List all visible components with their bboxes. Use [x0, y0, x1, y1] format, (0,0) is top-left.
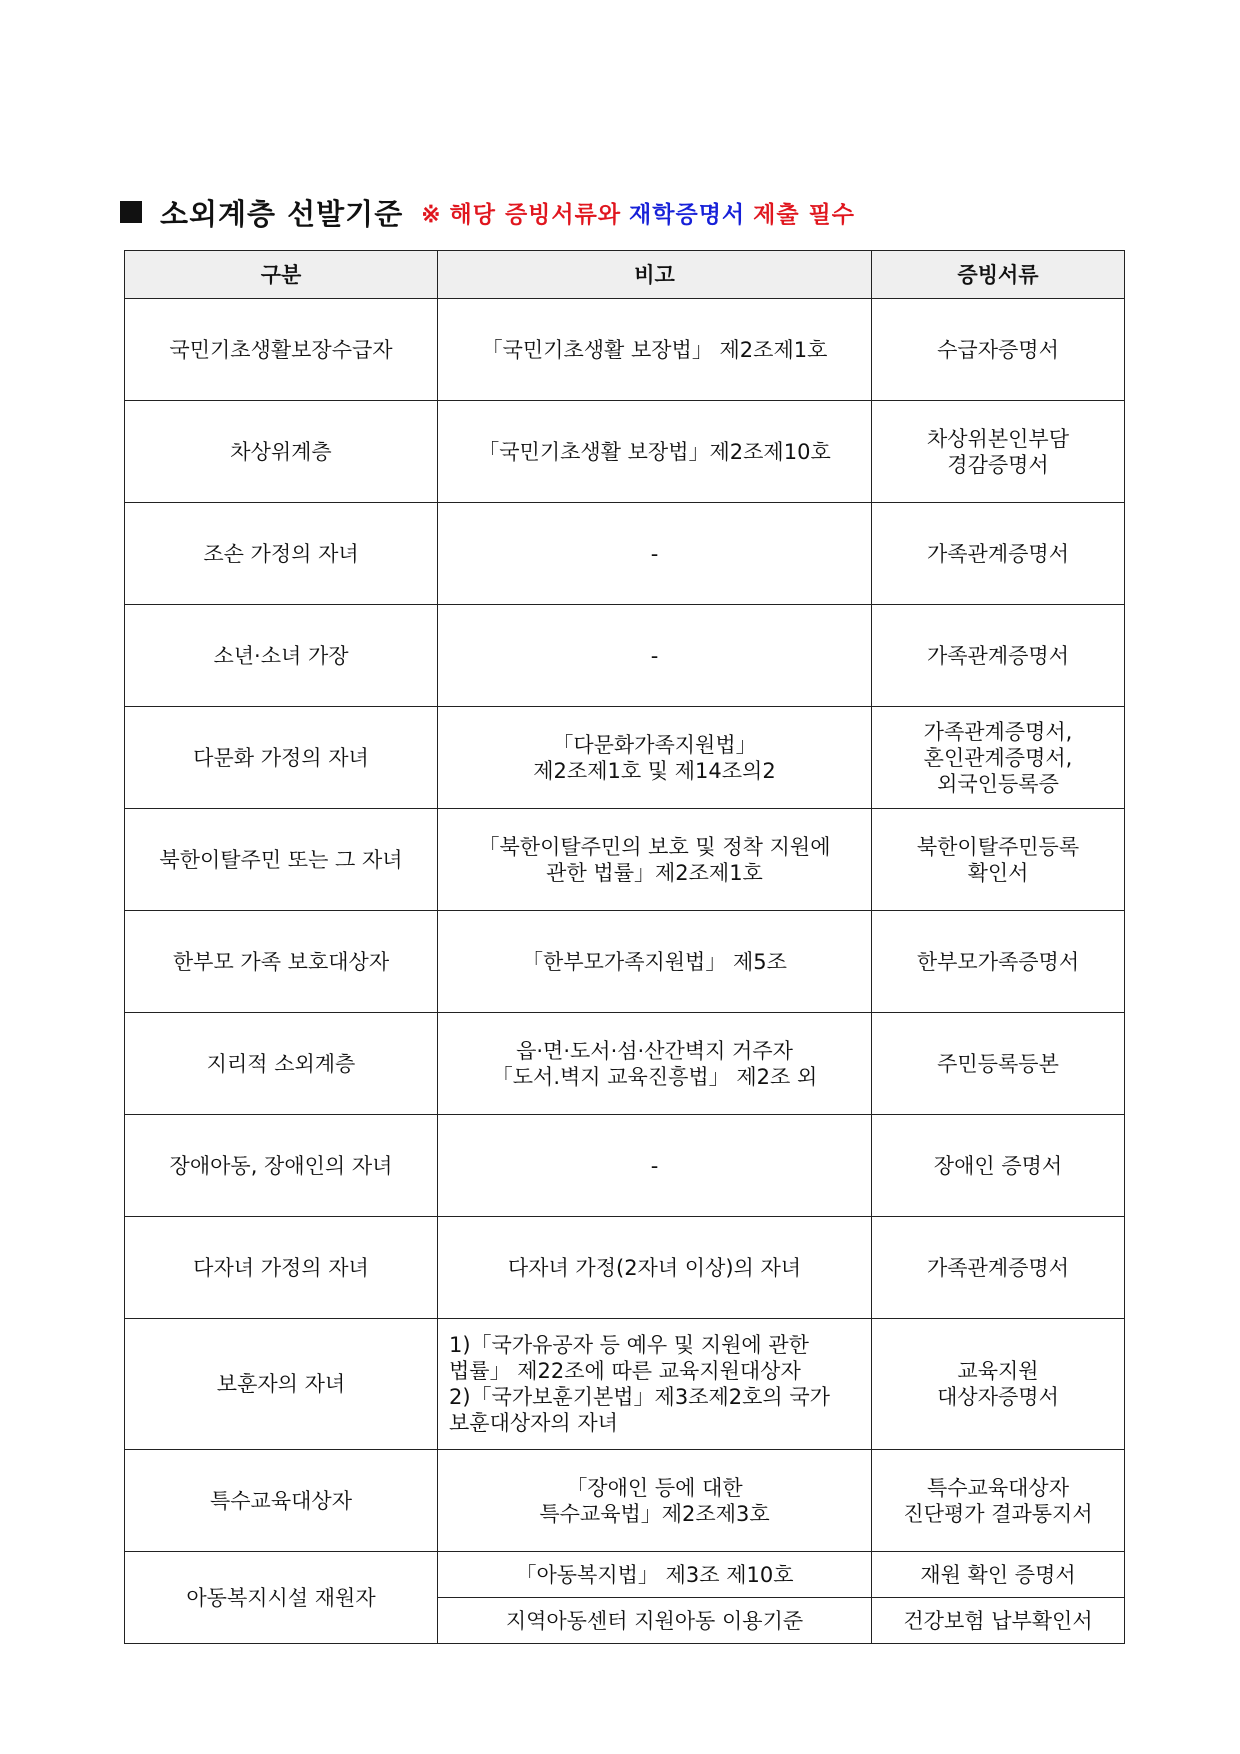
note-mark: ※ [421, 200, 442, 228]
table-row [125, 1013, 1125, 1115]
category-cell: 국민기초생활보장수급자 [125, 299, 438, 401]
header-category: 구분 [125, 251, 438, 299]
remark-cell: 「한부모가족지원법」 제5조 [438, 911, 872, 1013]
table-row [125, 1450, 1125, 1552]
note-part2: 재학증명서 [629, 200, 746, 228]
category-cell: 소년·소녀 가장 [125, 605, 438, 707]
table-row [125, 401, 1125, 503]
document-cell: 차상위본인부담 경감증명서 [872, 401, 1125, 503]
category-cell: 다자녀 가정의 자녀 [125, 1217, 438, 1319]
black-square-icon [120, 201, 142, 223]
header-remark: 비고 [438, 251, 872, 299]
remark-cell: 「북한이탈주민의 보호 및 정착 지원에 관한 법률」제2조제1호 [438, 809, 872, 911]
category-cell: 지리적 소외계층 [125, 1013, 438, 1115]
table-row [125, 1217, 1125, 1319]
remark-cell: 「국민기초생활 보장법」제2조제10호 [438, 401, 872, 503]
document-cell: 주민등록등본 [872, 1013, 1125, 1115]
document-cell: 수급자증명서 [872, 299, 1125, 401]
table-row [125, 1115, 1125, 1217]
table-row [125, 707, 1125, 809]
table-row [125, 605, 1125, 707]
remark-cell: 지역아동센터 지원아동 이용기준 [438, 1598, 872, 1644]
document-cell: 가족관계증명서 [872, 503, 1125, 605]
category-cell: 특수교육대상자 [125, 1450, 438, 1552]
submission-note [421, 196, 855, 229]
document-cell: 가족관계증명서 [872, 605, 1125, 707]
table-header-row [125, 251, 1125, 299]
category-cell: 차상위계층 [125, 401, 438, 503]
table-row [125, 299, 1125, 401]
document-cell: 장애인 증명서 [872, 1115, 1125, 1217]
document-cell: 재원 확인 증명서 [872, 1552, 1125, 1598]
remark-cell: - [438, 1115, 872, 1217]
section-title: 소외계층 선발기준 [160, 196, 404, 231]
category-cell: 조손 가정의 자녀 [125, 503, 438, 605]
table-row [125, 503, 1125, 605]
category-cell: 북한이탈주민 또는 그 자녀 [125, 809, 438, 911]
category-cell: 다문화 가정의 자녀 [125, 707, 438, 809]
document-cell: 건강보험 납부확인서 [872, 1598, 1125, 1644]
remark-cell: 「다문화가족지원법」 제2조제1호 및 제14조의2 [438, 707, 872, 809]
header-document: 증빙서류 [872, 251, 1125, 299]
note-part1: 해당 증빙서류와 [449, 200, 622, 228]
category-cell: 아동복지시설 재원자 [125, 1552, 438, 1644]
document-cell: 가족관계증명서 [872, 1217, 1125, 1319]
remark-cell: - [438, 503, 872, 605]
table-row [125, 1552, 1125, 1598]
remark-cell: 「장애인 등에 대한 특수교육법」제2조제3호 [438, 1450, 872, 1552]
category-cell: 보훈자의 자녀 [125, 1319, 438, 1450]
remark-cell: 다자녀 가정(2자녀 이상)의 자녀 [438, 1217, 872, 1319]
document-cell: 한부모가족증명서 [872, 911, 1125, 1013]
document-cell: 특수교육대상자 진단평가 결과통지서 [872, 1450, 1125, 1552]
section-heading [120, 190, 855, 234]
remark-cell: 1)「국가유공자 등 예우 및 지원에 관한 법률」 제22조에 따른 교육지원대상자 2)「국가보훈기본법」제3조제2호의 국가 보훈대상자의 자녀 [438, 1319, 872, 1450]
remark-cell: 「아동복지법」 제3조 제10호 [438, 1552, 872, 1598]
criteria-table [124, 250, 1125, 1644]
table-row [125, 911, 1125, 1013]
category-cell: 장애아동, 장애인의 자녀 [125, 1115, 438, 1217]
category-cell: 한부모 가족 보호대상자 [125, 911, 438, 1013]
document-cell: 북한이탈주민등록 확인서 [872, 809, 1125, 911]
remark-cell: 읍·면·도서·섬·산간벽지 거주자 「도서.벽지 교육진흥법」 제2조 외 [438, 1013, 872, 1115]
document-cell: 교육지원 대상자증명서 [872, 1319, 1125, 1450]
table-row [125, 1319, 1125, 1450]
remark-cell: 「국민기초생활 보장법」 제2조제1호 [438, 299, 872, 401]
document-cell: 가족관계증명서, 혼인관계증명서, 외국인등록증 [872, 707, 1125, 809]
remark-cell: - [438, 605, 872, 707]
table-row [125, 809, 1125, 911]
note-part3: 제출 필수 [753, 200, 856, 228]
